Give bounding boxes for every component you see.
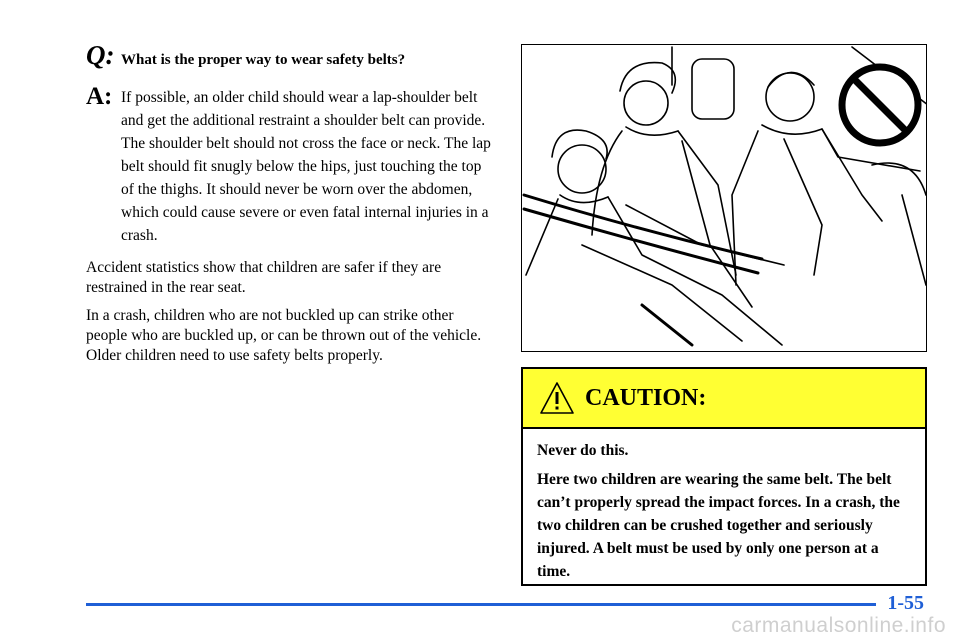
answer-row — [86, 83, 496, 247]
watermark: carmanualsonline.info — [731, 614, 946, 637]
caution-header — [523, 369, 925, 429]
prohibition-icon — [842, 67, 918, 143]
caution-body — [523, 429, 925, 583]
footer-rule — [86, 603, 876, 606]
caution-title: CAUTION: — [585, 384, 707, 411]
warning-triangle-icon — [539, 381, 575, 415]
paragraph-rear-seat: Accident statistics show that children are safer if they are restrained in the rear seat. — [86, 259, 442, 296]
illustration-drawing — [522, 45, 927, 352]
illustration-shared-belt — [521, 44, 927, 352]
question-text: What is the proper way to wear safety belts? — [121, 52, 406, 68]
page-number: 1-55 — [887, 592, 924, 614]
caution-line-explanation: Here two children are wearing the same belt. The belt can’t properly spread the impact forces. In a crash, the two children can be crushed together and seriously injured. A belt must be used by only one person at a time. — [537, 471, 900, 580]
question-row — [86, 40, 496, 71]
question-marker: Q: — [86, 40, 115, 70]
paragraph-buckled-up: In a crash, children who are not buckled up can strike other people who are buckled up, or can be thrown out of the vehicle. Older children need to use safety belts properly. — [86, 307, 482, 364]
caution-box — [521, 367, 927, 586]
question-answer-block — [86, 40, 496, 247]
caution-line-never: Never do this. — [537, 442, 629, 459]
answer-marker: A: — [86, 83, 113, 110]
answer-text: If possible, an older child should wear a lap-shoulder belt and get the additional restraint a shoulder belt can provide. The shoulder belt should not cross the face or neck. The lap belt should fit snugly below the hips, just touching the top of the thighs. It should never be worn over the abdomen, which could cause severe or even fatal internal injuries in a crash. — [121, 89, 491, 244]
